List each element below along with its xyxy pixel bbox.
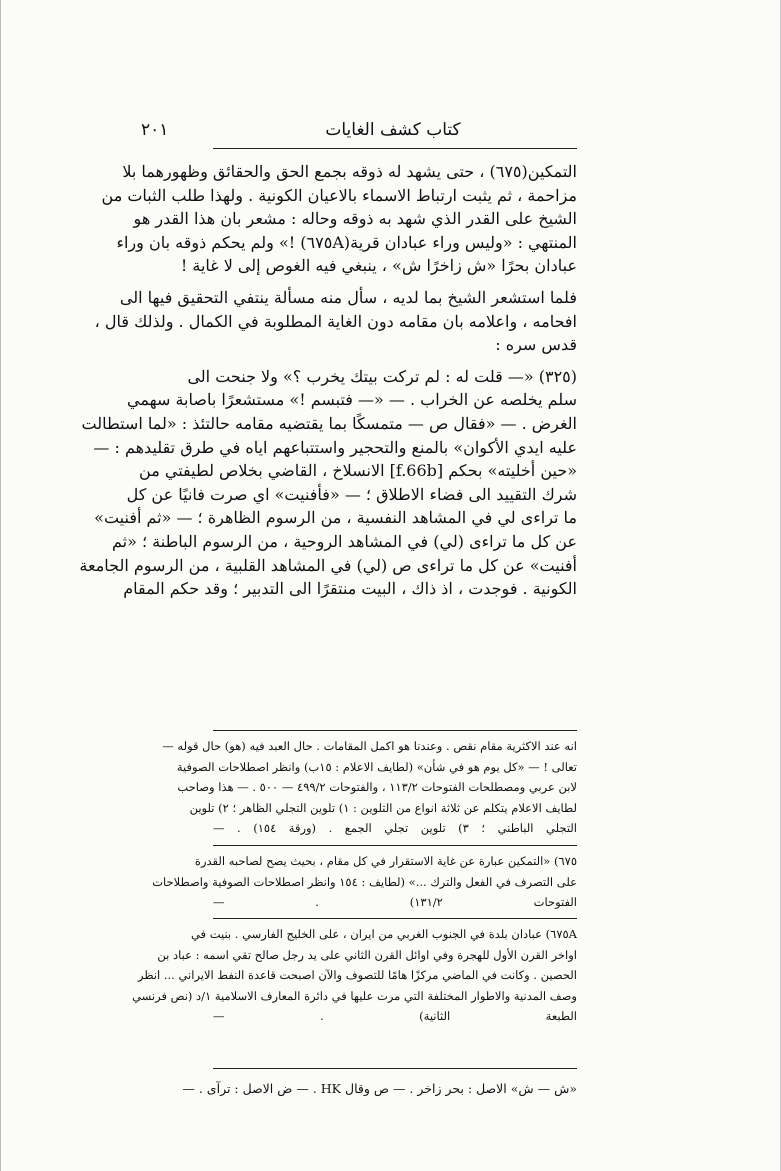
footnote-line: ٦٧٥A) عبادان بلدة في الجنوب الغربي من ايران ، على الخليج الفارسي . بنيت في xyxy=(190,927,577,941)
text-line: (٣٢٥) «— قلت له : لم تركت بيتك يخرب ؟» ولا جنحت الى xyxy=(187,366,577,386)
main-text xyxy=(79,160,577,609)
footnote-rule xyxy=(213,730,577,731)
footnote-divider xyxy=(213,918,577,919)
text-line: المنتهي : «وليس وراء عبادان قرية(٦٧٥A) !» ولم يحكم ذوقه بان وراء xyxy=(116,232,577,252)
footnote-line: على التصرف في الفعل والترك ...» (لطايف : ١٥٤ وانظر اصطلاحات الصوفية واصطلاحات xyxy=(152,874,577,889)
variant-readings: «ش — ش» الاصل : بحر زاخر . — ص وقال HK . — ض الاصل : ترآى . — xyxy=(182,1081,577,1096)
text-line: سلم يخلصه عن الخراب . — «— فتبسم !» مستشعرًا باصابة سهمي xyxy=(127,390,577,410)
text-line: التمكين(٦٧٥) ، حتى يشهد له ذوقه بجمع الحق والحقائق وظهورهما بلا xyxy=(122,162,577,181)
paragraph-2 xyxy=(94,286,577,357)
paragraph-1 xyxy=(101,160,577,278)
footnote-line: لطايف الاعلام يتكلم عن ثلاثة انواع من التلوين : ١) تلوين التجلي الظاهر ؛ ٢) تلوين xyxy=(189,800,577,815)
text-line: شرك التقييد الى فضاء الاطلاق ؛ — «فأفنيت» اي صرت فانيًا عن كل xyxy=(126,484,577,504)
footnote-continued xyxy=(162,736,577,839)
running-title: كتاب كشف الغايات xyxy=(325,120,461,140)
variants-rule xyxy=(213,1068,577,1069)
text-line: الغرض . — «فقال ص — متمسكًا بما يقتضيه مقامه حالتئذ : «لما استطالت xyxy=(81,413,577,433)
footnote-line: وصف المدنية والاطوار المختلفة التي مرت عليها في دائرة المعارف الاسلامية ١/د (نص فرنسي xyxy=(132,988,577,1003)
footnote-line: التجلي الباطني ؛ ٣) تلوين تجلي الجمع . (ورقة ١٥٤) . — xyxy=(213,821,577,836)
footnote-line: تعالى ! — «كل يوم هو في شأن» (لطايف الاعلام : ١٥ب) وانظر اصطلاحات الصوفية xyxy=(176,759,577,774)
text-line: عن كل ما تراءى (لي) في المشاهد الروحية ، من الرسوم الباطنة ؛ «ثم xyxy=(112,531,577,551)
text-line: الشيخ على القدر الذي شهد به ذوقه وحاله : مشعر بان هذا القدر هو xyxy=(133,209,577,229)
footnote-line: اواخر القرن الأول للهجرة وفي اوائل القرن الثاني على يد رجل صالح تقي اسمه : عباد بن xyxy=(157,947,577,962)
text-line: قدس سره : xyxy=(495,335,577,355)
text-line: فلما استشعر الشيخ بما لديه ، سأل منه مسألة ينتفي التحقيق فيها الى xyxy=(119,287,577,307)
footnote-675 xyxy=(152,851,577,913)
footnote-line: الحصين . وكانت في الماضي مركزًا هامًا للتصوف والآن اصبحت قاعدة النفط الايراني ... انظر xyxy=(138,968,577,983)
text-line: ما تراءى لي في المشاهد النفسية ، من الرسوم الظاهرة ؛ — «ثم أفنيت» xyxy=(94,508,577,528)
footnote-line: لابن عربي ومصطلحات الفتوحات ١١٣/٢ ، والفتوحات ٤٩٩/٢ — ٥٠٠ . — هذا وصاحب xyxy=(177,780,577,795)
paragraph-3 xyxy=(79,365,577,601)
running-header xyxy=(141,118,605,148)
footnote-line: انه عند الاكثرية مقام نقص . وعندنا هو اكمل المقامات . حال العبد فيه (هو) حال قوله — xyxy=(162,739,577,753)
text-line: مزاحمة ، ثم يثبت ارتباط الاسماء بالاعيان الكونية . ولهذا طلب الثبات من xyxy=(101,185,577,205)
text-line: عليه ايدي الأكوان» بالمنع والتحجير واستتباعهم اياه في طرق تقليدهم : — xyxy=(93,437,577,457)
footnote-line: الفتوحات ١٣١/٢) . — xyxy=(213,895,577,910)
footnote-675a xyxy=(132,924,577,1027)
page-number: ٢٠١ xyxy=(141,120,169,140)
footnote-divider xyxy=(213,845,577,846)
text-line: «حين أخليته» بحكم [f.66b] الانسلاخ ، القاضي بخلاص لطيفتي من xyxy=(139,461,577,481)
footnote-line: الطبعة الثانية) . — xyxy=(213,1009,577,1024)
text-line: عبادان بحرًا «ش زاخرًا ش» ، ينبغي فيه الغوص إلى لا غاية ! xyxy=(180,256,577,276)
text-line: الكونية . فوجدت ، اذ ذاك ، البيت منتقرًا الى التدبير ؛ وقد حكم المقام xyxy=(123,579,577,599)
text-line: افحامه ، واعلامه بان مقامه دون الغاية المطلوبة في الكمال . ولذلك قال ، xyxy=(94,311,577,331)
footnote-line: ٦٧٥) «التمكين عبارة عن غاية الاستقرار في كل مقام ، بحيث يصح لصاحبه القدرة xyxy=(194,854,577,868)
header-rule xyxy=(213,148,577,149)
text-line: أفنيت» عن كل ما تراءى ص (لي) في المشاهد القلبية ، من الرسوم الجامعة xyxy=(79,555,577,575)
